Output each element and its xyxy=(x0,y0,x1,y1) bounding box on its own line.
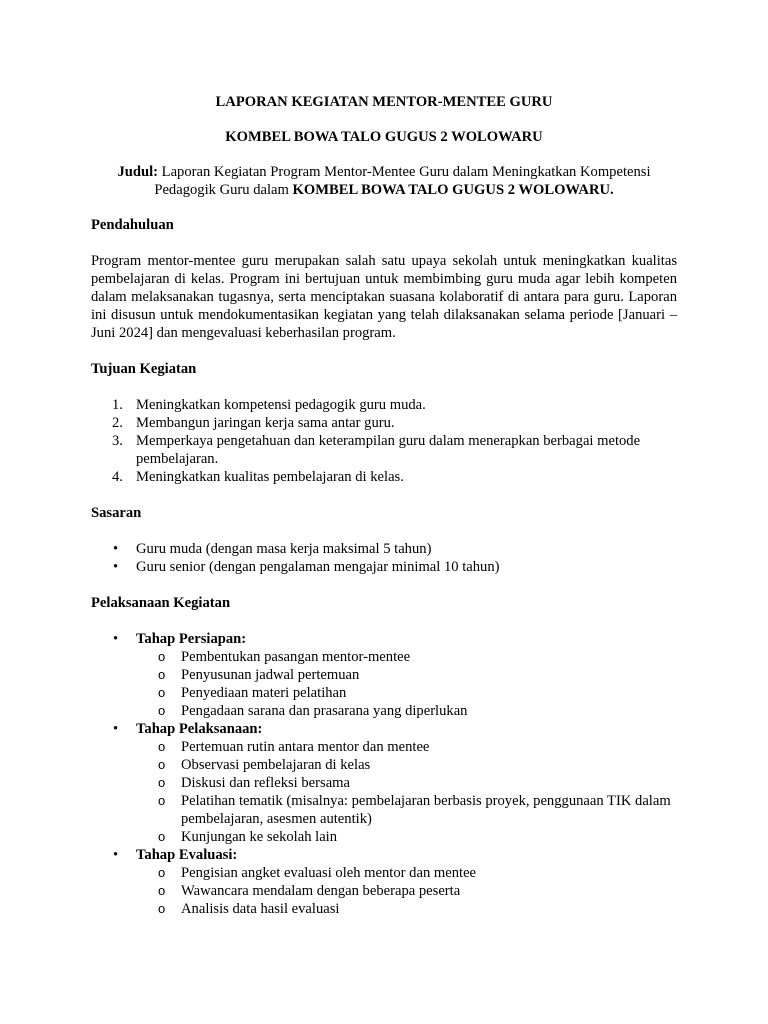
list-item: 4. Meningkatkan kualitas pembelajaran di kelas. xyxy=(112,469,404,485)
sasaran-list xyxy=(91,540,677,576)
phase-label: Tahap Evaluasi: xyxy=(136,847,238,863)
bullet-icon: • xyxy=(113,559,119,575)
list-item: o Penyusunan jadwal pertemuan xyxy=(158,667,360,683)
judul-bold-text: KOMBEL BOWA TALO GUGUS 2 WOLOWARU. xyxy=(292,182,614,198)
pendahuluan-paragraph: Program mentor-mentee guru merupakan salah satu upaya sekolah untuk meningkatkan kualitas pembelajaran di kelas. Program ini bertujuan untuk membimbing guru muda agar lebih kompeten dalam melaksanakan tugasnya, serta menciptakan suasana kolaboratif di antara para guru. Laporan ini disusun untuk mendokumentasikan kegiatan yang telah dilaksanakan selama periode [Januari – Juni 2024] dan mengevaluasi keberhasilan program. xyxy=(91,253,677,341)
phase-items xyxy=(136,864,677,918)
document-content xyxy=(91,93,677,918)
phase-label: Tahap Persiapan: xyxy=(136,631,247,647)
judul-paragraph xyxy=(91,163,677,199)
phase-label: Tahap Pelaksanaan: xyxy=(136,721,263,737)
list-item: o Observasi pembelajaran di kelas xyxy=(158,757,371,773)
phase-items xyxy=(136,648,677,720)
document-title: LAPORAN KEGIATAN MENTOR-MENTEE GURU xyxy=(215,94,553,110)
section-heading-pendahuluan: Pendahuluan xyxy=(91,217,174,233)
judul-text: Laporan Kegiatan Program Mentor-Mentee Guru dalam Meningkatkan Kompetensi Pedagogik Guru dalam xyxy=(154,164,651,198)
list-item: • Guru senior (dengan pengalaman mengajar minimal 10 tahun) xyxy=(113,559,500,575)
tujuan-list xyxy=(91,396,677,486)
document-subtitle: KOMBEL BOWA TALO GUGUS 2 WOLOWARU xyxy=(225,129,543,145)
list-item: o Pengisian angket evaluasi oleh mentor dan mentee xyxy=(158,865,477,881)
list-item: o Kunjungan ke sekolah lain xyxy=(158,829,338,845)
list-item: o Penyediaan materi pelatihan xyxy=(158,685,347,701)
phase-persiapan xyxy=(91,630,677,720)
list-item: o Pertemuan rutin antara mentor dan mentee xyxy=(158,739,430,755)
list-item: • Guru muda (dengan masa kerja maksimal 5 tahun) xyxy=(113,541,432,557)
bullet-icon: • xyxy=(113,721,119,737)
list-item: o Pengadaan sarana dan prasarana yang diperlukan xyxy=(158,703,468,719)
list-item: o Pembentukan pasangan mentor-mentee xyxy=(158,649,411,665)
phase-pelaksanaan xyxy=(91,720,677,846)
list-item: o Pelatihan tematik (misalnya: pembelajaran berbasis proyek, penggunaan TIK dalam pembelajaran, asesmen autentik) xyxy=(158,793,671,827)
phase-evaluasi xyxy=(91,846,677,918)
judul-label: Judul: xyxy=(117,164,159,180)
list-item: 2. Membangun jaringan kerja sama antar guru. xyxy=(112,415,395,431)
bullet-icon: • xyxy=(113,847,119,863)
section-heading-pelaksanaan: Pelaksanaan Kegiatan xyxy=(91,595,231,611)
phase-items xyxy=(136,738,677,846)
list-item: o Wawancara mendalam dengan beberapa peserta xyxy=(158,883,461,899)
list-item: 1. Meningkatkan kompetensi pedagogik guru muda. xyxy=(112,397,426,413)
bullet-icon: • xyxy=(113,631,119,647)
list-item: 3. Memperkaya pengetahuan dan keterampilan guru dalam menerapkan berbagai metode pembelajaran. xyxy=(112,433,641,467)
list-item: o Diskusi dan refleksi bersama xyxy=(158,775,350,791)
section-heading-sasaran: Sasaran xyxy=(91,505,142,521)
section-heading-tujuan: Tujuan Kegiatan xyxy=(91,361,197,377)
pelaksanaan-list xyxy=(91,630,677,918)
bullet-icon: • xyxy=(113,541,119,557)
list-item: o Analisis data hasil evaluasi xyxy=(158,901,340,917)
